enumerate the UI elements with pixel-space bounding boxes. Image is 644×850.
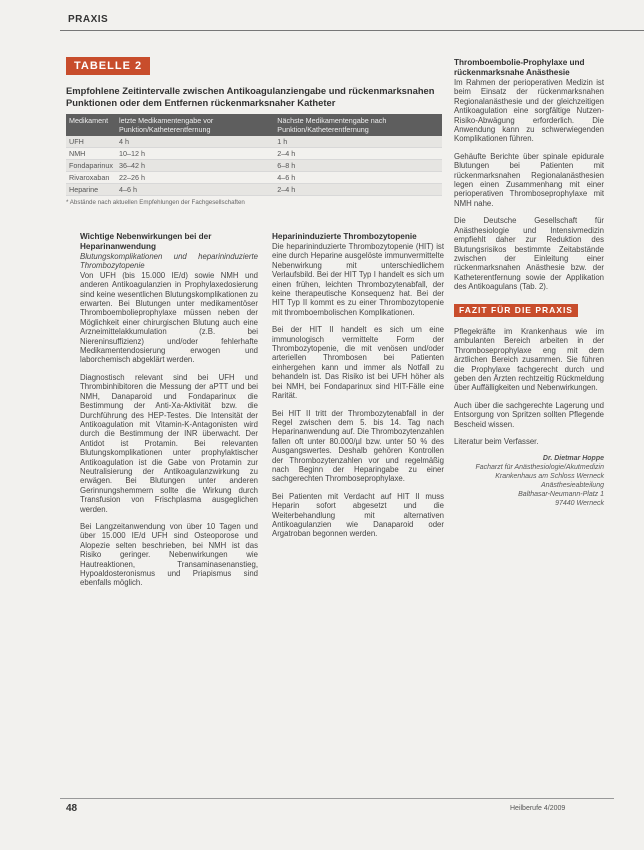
table-header-cell: Nächste Medikamentengabe nach Punktion/Katheterentfernung <box>274 114 442 136</box>
paragraph: Bei der HIT II handelt es sich um eine immunologisch vermittelte Form der Thrombozytopenie, die mit venösen und/oder arteriellen Thrombosen bei Patienten einhergehen kann und immer als Notfall zu behandeln ist. Das Risiko ist bei UFH höher als bei NMH, bei Fondaparinux sind HIT-Fälle eine Rarität. <box>272 325 444 401</box>
table-cell: 4 h <box>116 136 274 148</box>
table-row <box>66 148 442 160</box>
paragraph: Von UFH (bis 15.000 IE/d) sowie NMH und anderen Antikoagulanzien in Prophylaxedosierung sind keine wesentlichen Blutungskomplikationen zu erwarten. Bei Blutungen unter medikamentöser Thromboembolieprophylaxe müssen neben der Möglichkeit einer chirurgischen Blutung auch eine Arzneimittelakkumulation (z.B. bei Niereninsuffizienz) und/oder fehlerhafte Medikamentendosierung erwogen und laborchemisch abgeklärt werden. <box>80 270 258 365</box>
table-title: Empfohlene Zeitintervalle zwischen Antikoagulanziengabe und rückenmarksnahen Punktionen oder dem Entfernen rückenmarksnaher Katheter <box>66 85 435 108</box>
table-label: TABELLE 2 <box>66 57 150 75</box>
section-header: PRAXIS <box>68 14 109 25</box>
section-heading: Wichtige Nebenwirkungen bei der Heparinanwendung <box>80 232 212 251</box>
author-line: 97440 Werneck <box>555 500 604 508</box>
table-row <box>66 184 442 196</box>
paragraph: Im Rahmen der perioperativen Medizin ist beim Einsatz der rückenmarksnahen Regionalanästhesie und der gleichzeitigen Antikoagulation eine sorgfältige Nutzen-Risiko-Abwägung erforderlich. Die Anwendung kann zu schwerwiegenden Komplikationen führen. <box>454 78 604 144</box>
section-subheading: Blutungskomplikationen und heparininduzierte Thrombozytopenie <box>80 252 258 271</box>
paragraph: Bei Patienten mit Verdacht auf HIT II muss Heparin sofort abgesetzt und die Weiterbehandlung mit alternativen Antikoagulanzien wie Danaparoid oder Argatroban begonnen werden. <box>272 491 444 539</box>
table-cell: UFH <box>66 136 116 148</box>
table-cell: 22–26 h <box>116 172 274 184</box>
paragraph: Die Deutsche Gesellschaft für Anästhesiologie und Intensivmedizin empfiehlt daher zur Reduktion des Blutungsrisikos bestimmte Zeitabstände zwischen der Einleitung einer rückenmarksnahen Anästhesie bzw. der Katheterentfernung sowie der Applikation des Antikoagulans (Tab. 2). <box>454 216 604 292</box>
author-name: Dr. Dietmar Hoppe <box>542 455 604 463</box>
table-cell: Rivaroxaban <box>66 172 116 184</box>
table-cell: 36–42 h <box>116 160 274 172</box>
author-line: Anästhesieabteilung <box>540 482 604 490</box>
author-line: Krankenhaus am Schloss Werneck <box>495 473 604 481</box>
table-cell: 2–4 h <box>274 148 442 160</box>
author-line: Facharzt für Anästhesiologie/Akutmedizin <box>475 464 604 472</box>
header-rule <box>60 30 644 31</box>
footer-rule <box>60 798 614 799</box>
paragraph: Die heparininduzierte Thrombozytopenie (HIT) ist eine durch Heparine ausgelöste immunvermittelte Nebenwirkung mit unterschiedlichem Verlaufsbild. Bei der HIT Typ I handelt es sich um einen frühen, leichten Thrombozytenabfall, der keine therapeutische Konsequenz hat. Bei der HIT Typ II kommt es zu einer Thrombozytopenie mit thromboembolischen Komplikationen. <box>272 242 444 317</box>
table-cell: 1 h <box>274 136 442 148</box>
text-column-middle <box>272 232 444 547</box>
table-row <box>66 136 442 148</box>
table-cell: Heparine <box>66 184 116 196</box>
paragraph: Bei Langzeitanwendung von über 10 Tagen und über 15.000 IE/d UFH sind Osteoporose und Alopezie selten beschrieben, bei NMH ist das Risiko geringer. Nebenwirkungen wie Hautreaktionen, Transaminasenanstieg, Hypoaldosteronismus und Priapismus sind ebenfalls möglich. <box>80 521 258 588</box>
text-column-right <box>454 58 604 508</box>
table-cell: 4–6 h <box>274 172 442 184</box>
journal-reference: Heilberufe 4/2009 <box>510 805 566 812</box>
table-cell: 6–8 h <box>274 160 442 172</box>
author-block <box>454 454 604 508</box>
table-header-cell: Medikament <box>66 114 116 136</box>
table-cell: 2–4 h <box>274 184 442 196</box>
paragraph: Bei HIT II tritt der Thrombozytenabfall in der Regel zwischen dem 5. bis 14. Tag nach Heparinanwendung auf. Die Thrombozytenzahlen fallen oft unter 80.000/µl bzw. unter 50 % des Ausgangswertes. Deshalb gehören Kontrollen der Thrombozytenzahlen vor und regelmäßig nach Beginn der Heparingabe zu einer sachgerechten Thromboseprophylaxe. <box>272 408 444 484</box>
summary-label: FAZIT FÜR DIE PRAXIS <box>454 304 578 317</box>
table-block <box>66 56 442 206</box>
table-header-row <box>66 114 442 136</box>
table-row <box>66 172 442 184</box>
table-cell: Fondaparinux <box>66 160 116 172</box>
table-cell: 4–6 h <box>116 184 274 196</box>
page-number: 48 <box>66 803 78 814</box>
paragraph: Gehäufte Berichte über spinale epidurale Blutungen bei Patienten mit rückenmarksnahen Regionalanästhesien legen einen Zusammenhang mit einer perioperativen Thromboseprophylaxe mit NMH nahe. <box>454 151 604 208</box>
table-header-cell: letzte Medikamentengabe vor Punktion/Katheterentfernung <box>116 114 274 136</box>
author-line: Balthasar-Neumann-Platz 1 <box>518 491 604 499</box>
table-row <box>66 160 442 172</box>
text-column-left <box>80 232 258 596</box>
paragraph: Diagnostisch relevant sind bei UFH und Thrombinhibitoren die Messung der aPTT und bei NMH, Danaparoid und Fondaparinux die Bestimmung der Anti-Xa-Aktivität bzw. die Durchführung des HEP-Testes. Die Intensität der Antikoagulation mit Vitamin-K-Antagonisten wird durch die Bestimmung der INR überwacht. Der Antidot ist Protamin. Bei relevanten Blutungskomplikationen unter prophylaktischer Antikoagulation ist die Gabe von Protamin zur Neutralisierung der Antikoagulanzwirkung zu erwägen. Bei Blutungen unter anderen Gerinnungshemmern sollte die Wirkung durch Transfusion von Frischplasma ausgeglichen werden. <box>80 372 258 514</box>
interval-table <box>66 114 442 196</box>
section-heading: Heparininduzierte Thrombozytopenie <box>272 232 417 241</box>
paragraph: Auch über die sachgerechte Lagerung und Entsorgung von Spritzen sollten Pflegende Bescheid wissen. <box>454 400 604 429</box>
section-heading: Thromboembolie-Prophylaxe und rückenmarksnahe Anästhesie <box>454 58 585 77</box>
literature-note: Literatur beim Verfasser. <box>454 437 539 446</box>
paragraph: Pflegekräfte im Krankenhaus wie im ambulanten Bereich arbeiten in der Thromboseprophylaxe eng mit dem ärztlichen Bereich zusammen. Sie führen die Prophylaxe fachgerecht durch und geben den Ärzten rechtzeitig Rückmeldung über Auffälligkeiten und Nebenwirkungen. <box>454 326 604 393</box>
table-footnote: * Abstände nach aktuellen Empfehlungen der Fachgesellschaften <box>66 199 245 206</box>
table-cell: NMH <box>66 148 116 160</box>
table-cell: 10–12 h <box>116 148 274 160</box>
